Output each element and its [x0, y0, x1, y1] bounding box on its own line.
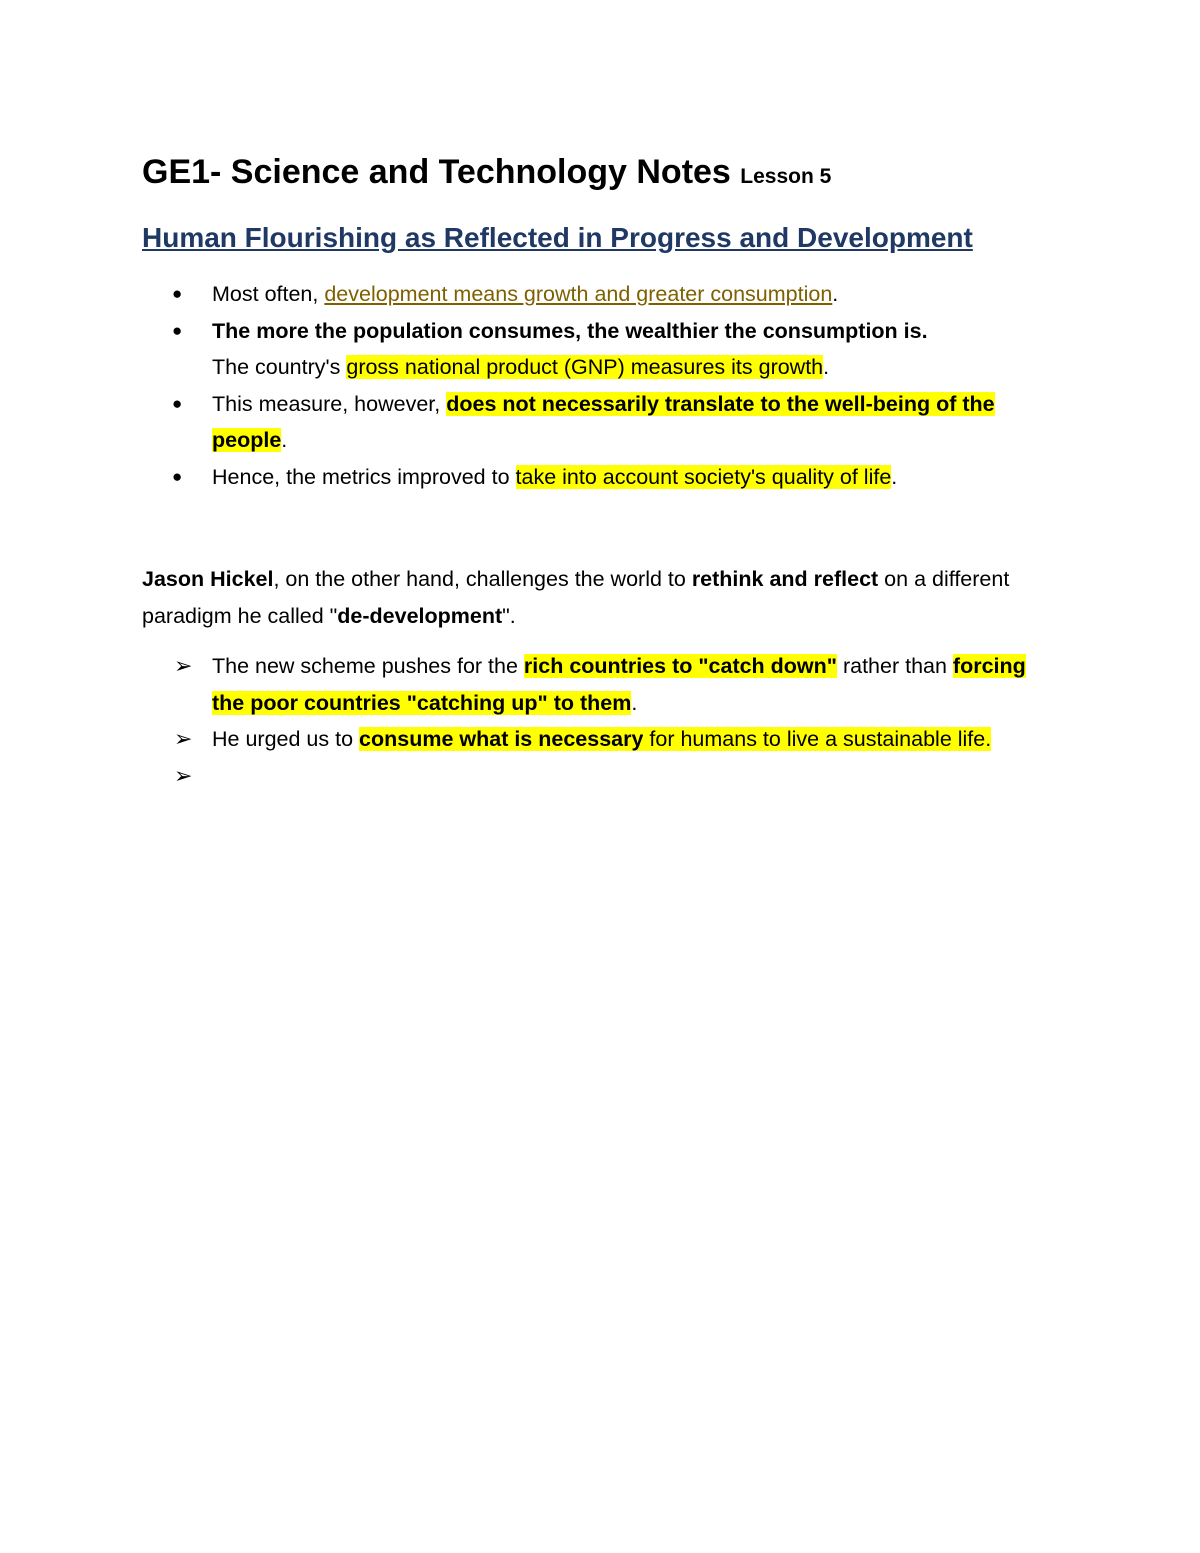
bullet-3-text: This measure, however,: [212, 391, 447, 416]
bullet-item-4: [142, 459, 1062, 496]
arrow-1-end: .: [631, 690, 638, 715]
arrow-2-highlight: for humans to live a sustainable life.: [643, 727, 992, 751]
arrow-bullet-icon: ➢: [174, 726, 193, 751]
bullet-list: [142, 276, 1062, 495]
paragraph-text-2: on a different paradigm he called ": [142, 567, 1010, 628]
hickel-paragraph: [142, 561, 1062, 634]
arrow-1-text-mid: rather than: [836, 654, 953, 678]
bullet-1-end: .: [832, 282, 839, 306]
bullet-icon: ●: [172, 284, 183, 303]
title-text: GE1- Science and Technology Notes: [142, 153, 731, 191]
bullet-4-text: Hence, the metrics improved to: [212, 464, 516, 489]
section-heading: Human Flourishing as Reflected in Progress and Development: [142, 222, 973, 253]
bullet-item-3: [142, 386, 1062, 459]
bullet-1-link-text: development means growth and greater consumption: [324, 282, 833, 306]
bullet-icon: ●: [172, 466, 183, 486]
paragraph-end: ".: [502, 603, 516, 628]
bullet-2-text: The country's: [212, 355, 347, 379]
arrow-list: [142, 648, 1062, 794]
arrow-2-highlight-bold: consume what is necessary: [359, 727, 644, 751]
bullet-2-end: .: [823, 355, 830, 379]
lesson-label: Lesson 5: [740, 165, 832, 188]
paragraph-text-1: , on the other hand, challenges the world to: [273, 567, 692, 591]
bullet-3-end: .: [281, 428, 288, 452]
paragraph-bold-2: de-development: [337, 603, 503, 628]
paragraph-bold-1: rethink and reflect: [691, 567, 879, 591]
bullet-icon: ●: [172, 393, 183, 413]
bullet-item-1: [142, 276, 1062, 313]
bullet-2-bold-text: The more the population consumes, the wealthier the consumption is.: [212, 318, 928, 343]
bullet-3-highlight: does not necessarily translate to the well-being of the people: [212, 391, 995, 452]
bullet-4-end: .: [891, 464, 898, 489]
bullet-item-2: [142, 313, 1062, 386]
arrow-bullet-icon: ➢: [174, 653, 193, 678]
arrow-item-3: [142, 758, 1062, 795]
arrow-item-1: [142, 648, 1062, 721]
arrow-1-text: The new scheme pushes for the: [212, 654, 524, 678]
arrow-item-2: [142, 721, 1062, 758]
author-name: Jason Hickel: [142, 567, 274, 591]
bullet-2-highlight: gross national product (GNP) measures its growth: [346, 355, 824, 379]
arrow-bullet-icon: ➢: [174, 762, 193, 788]
page-title: [142, 150, 831, 199]
arrow-1-highlight-1: rich countries to "catch down": [523, 654, 837, 678]
bullet-4-highlight: take into account society's quality of life: [515, 464, 892, 489]
arrow-2-text: He urged us to: [212, 727, 360, 751]
bullet-1-text: Most often,: [212, 282, 325, 306]
arrow-1-highlight-2: forcing the poor countries "catching up" to them: [212, 654, 1026, 715]
bullet-icon: ●: [172, 320, 183, 340]
